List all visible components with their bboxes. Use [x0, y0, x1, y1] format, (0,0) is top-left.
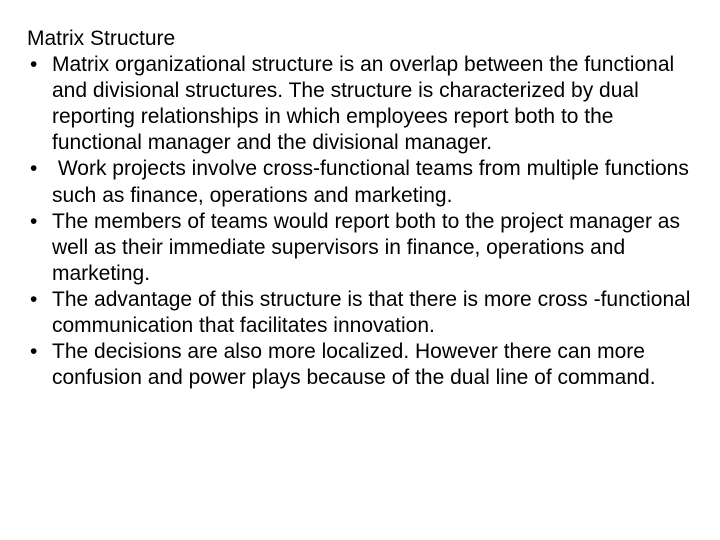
bullet-item: [27, 52, 695, 156]
bullet-item: [27, 339, 695, 391]
bullet-text: The advantage of this structure is that there is more cross -functional communication that facilitates innovation.: [52, 287, 691, 338]
bullet-icon: •: [30, 209, 38, 233]
bullet-list: [27, 52, 695, 391]
bullet-item: [27, 209, 695, 287]
slide-title: Matrix Structure: [27, 27, 176, 50]
bullet-item: [27, 156, 695, 208]
bullet-icon: •: [30, 340, 38, 364]
bullet-icon: •: [30, 157, 38, 181]
bullet-text: Matrix organizational structure is an overlap between the functional and divisional structures. The structure is characterized by dual reporting relationships in which employees report both to the functional manager and the divisional manager.: [52, 53, 675, 155]
bullet-text: The decisions are also more localized. However there can more confusion and power plays because of the dual line of command.: [52, 340, 656, 390]
bullet-icon: •: [30, 53, 38, 77]
bullet-icon: •: [30, 287, 38, 311]
bullet-text: Work projects involve cross-functional teams from multiple functions such as finance, operations and marketing.: [52, 157, 695, 207]
bullet-text: The members of teams would report both to the project manager as well as their immediate supervisors in finance, operations and marketing.: [52, 209, 680, 285]
bullet-item: [27, 287, 695, 339]
slide-content: [27, 26, 695, 391]
